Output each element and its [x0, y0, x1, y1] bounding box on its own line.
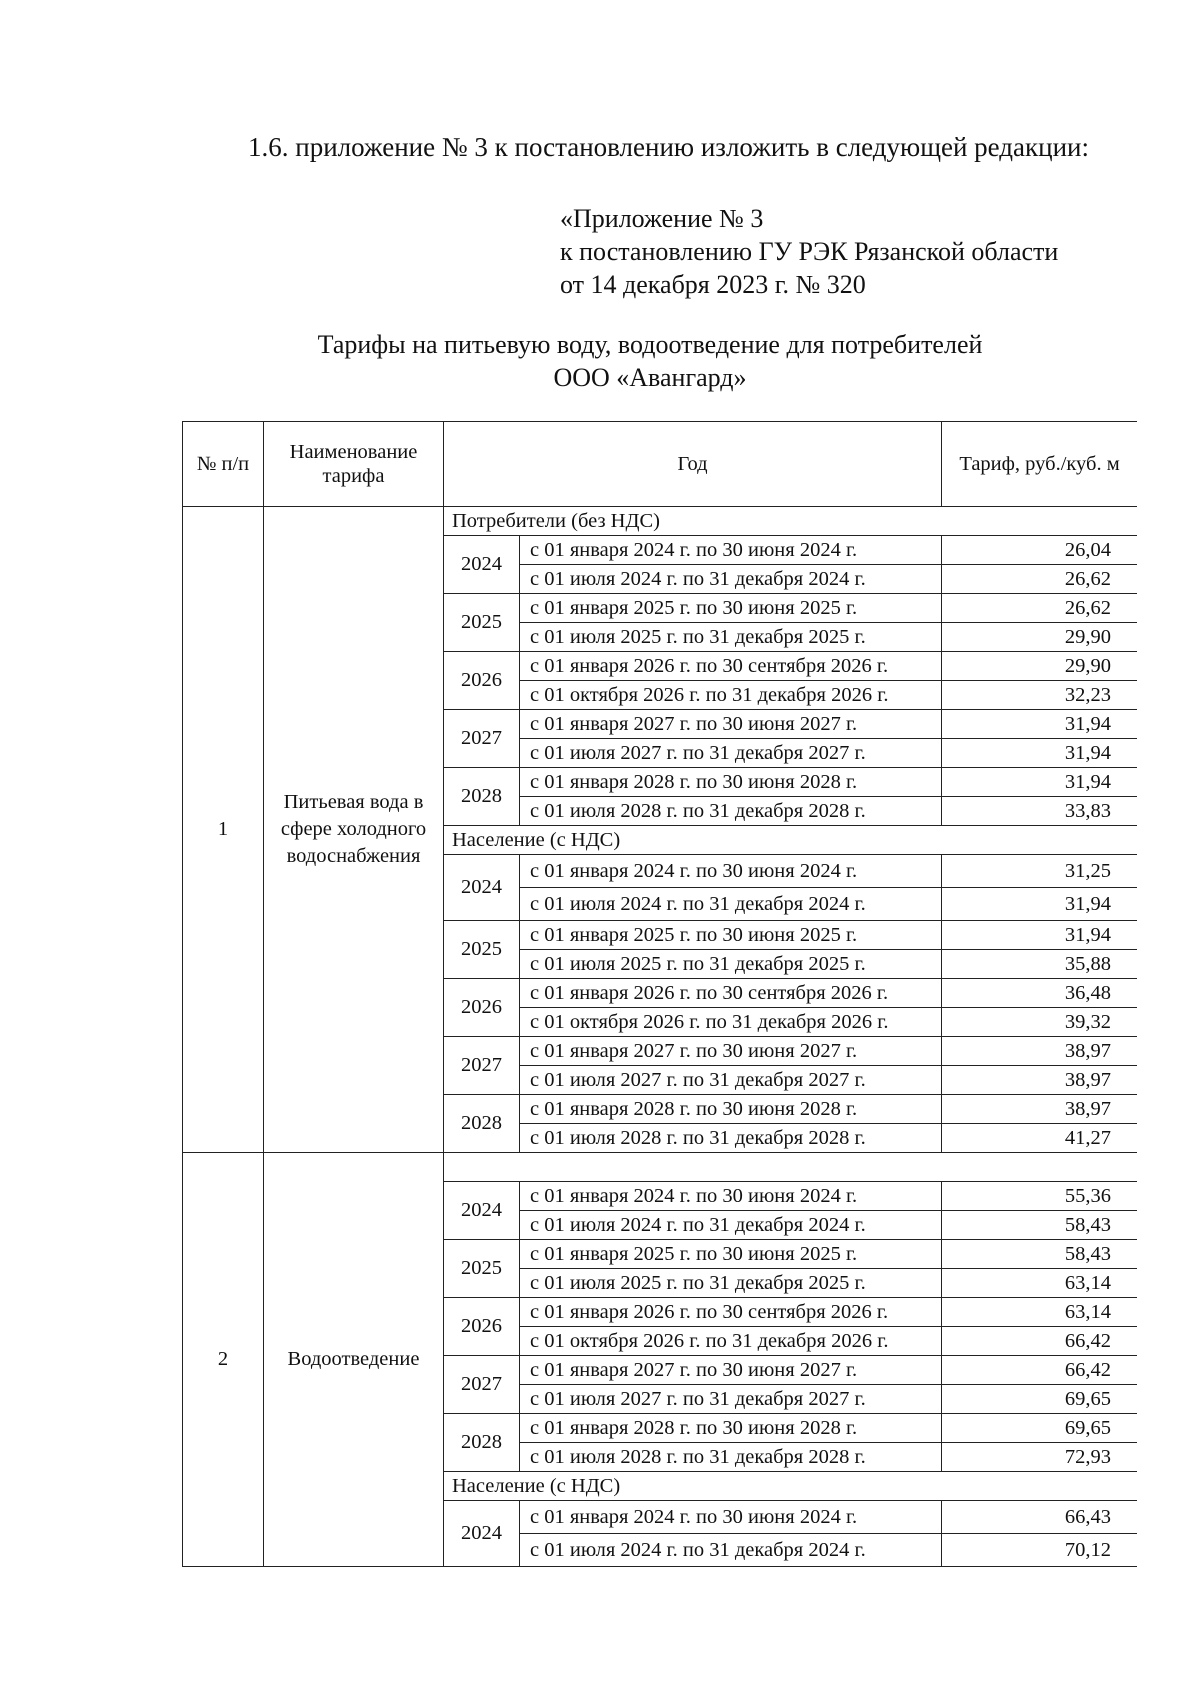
period-cell: с 01 июля 2024 г. по 31 декабря 2024 г. [520, 565, 942, 594]
intro-paragraph: 1.6. приложение № 3 к постановлению изложить в следующей редакции: [248, 132, 1089, 162]
group-name: Водоотведение [264, 1153, 444, 1567]
table-header-row [183, 422, 1138, 507]
tariff-cell: 58,43 [942, 1211, 1137, 1240]
tariff-cell: 70,12 [942, 1534, 1137, 1567]
period-cell: с 01 июля 2025 г. по 31 декабря 2025 г. [520, 1269, 942, 1298]
period-cell: с 01 января 2024 г. по 30 июня 2024 г. [520, 1182, 942, 1211]
tariff-cell: 63,14 [942, 1298, 1137, 1327]
blank-category-row [183, 1153, 1138, 1182]
tariff-cell: 69,65 [942, 1414, 1137, 1443]
category-row [183, 507, 1138, 536]
period-cell: с 01 января 2028 г. по 30 июня 2028 г. [520, 1095, 942, 1124]
group-number: 2 [183, 1153, 264, 1567]
tariff-cell: 31,94 [942, 768, 1137, 797]
year-cell: 2027 [444, 1037, 520, 1095]
year-cell: 2027 [444, 1356, 520, 1414]
period-cell: с 01 июля 2024 г. по 31 декабря 2024 г. [520, 888, 942, 921]
document-title [180, 328, 1120, 394]
period-cell: с 01 июля 2028 г. по 31 декабря 2028 г. [520, 797, 942, 826]
period-cell: с 01 января 2025 г. по 30 июня 2025 г. [520, 921, 942, 950]
year-cell: 2024 [444, 855, 520, 921]
tariff-cell: 41,27 [942, 1124, 1137, 1153]
tariff-cell: 39,32 [942, 1008, 1137, 1037]
year-cell: 2025 [444, 594, 520, 652]
tariff-table [182, 421, 1137, 1567]
period-cell: с 01 октября 2026 г. по 31 декабря 2026 г. [520, 1008, 942, 1037]
period-cell: с 01 октября 2026 г. по 31 декабря 2026 г. [520, 681, 942, 710]
period-cell: с 01 января 2024 г. по 30 июня 2024 г. [520, 1501, 942, 1534]
year-cell: 2024 [444, 1501, 520, 1567]
period-cell: с 01 января 2024 г. по 30 июня 2024 г. [520, 536, 942, 565]
period-cell: с 01 июля 2027 г. по 31 декабря 2027 г. [520, 1066, 942, 1095]
period-cell: с 01 января 2027 г. по 30 июня 2027 г. [520, 1356, 942, 1385]
period-cell: с 01 января 2026 г. по 30 сентября 2026 г. [520, 652, 942, 681]
tariff-cell: 33,83 [942, 797, 1137, 826]
appendix-line-3: от 14 декабря 2023 г. № 320 [560, 270, 866, 299]
tariff-cell: 31,25 [942, 855, 1137, 888]
period-cell: с 01 января 2025 г. по 30 июня 2025 г. [520, 594, 942, 623]
year-cell: 2026 [444, 1298, 520, 1356]
period-cell: с 01 июля 2024 г. по 31 декабря 2024 г. [520, 1534, 942, 1567]
tariff-cell: 29,90 [942, 623, 1137, 652]
period-cell: с 01 января 2028 г. по 30 июня 2028 г. [520, 1414, 942, 1443]
category-label: Население (с НДС) [444, 1472, 1138, 1501]
tariff-cell: 31,94 [942, 739, 1137, 768]
appendix-line-1: «Приложение № 3 [560, 204, 764, 233]
year-cell: 2025 [444, 1240, 520, 1298]
year-cell: 2024 [444, 536, 520, 594]
period-cell: с 01 июля 2028 г. по 31 декабря 2028 г. [520, 1124, 942, 1153]
year-cell: 2026 [444, 652, 520, 710]
tariff-cell: 72,93 [942, 1443, 1137, 1472]
header-tariff: Тариф, руб./куб. м [942, 422, 1137, 507]
tariff-cell: 36,48 [942, 979, 1137, 1008]
tariff-cell: 66,43 [942, 1501, 1137, 1534]
tariff-cell: 38,97 [942, 1037, 1137, 1066]
period-cell: с 01 января 2024 г. по 30 июня 2024 г. [520, 855, 942, 888]
tariff-table-wrapper [182, 421, 1137, 1701]
tariff-cell: 38,97 [942, 1066, 1137, 1095]
group-number: 1 [183, 507, 264, 1153]
period-cell: с 01 января 2028 г. по 30 июня 2028 г. [520, 768, 942, 797]
appendix-line-2: к постановлению ГУ РЭК Рязанской области [560, 237, 1059, 266]
year-cell: 2025 [444, 921, 520, 979]
tariff-cell: 66,42 [942, 1356, 1137, 1385]
year-cell: 2028 [444, 1095, 520, 1153]
tariff-cell: 31,94 [942, 921, 1137, 950]
tariff-cell: 26,62 [942, 594, 1137, 623]
table-body [183, 507, 1138, 1567]
tariff-cell: 29,90 [942, 652, 1137, 681]
tariff-cell: 69,65 [942, 1385, 1137, 1414]
header-year: Год [444, 422, 942, 507]
year-cell: 2024 [444, 1182, 520, 1240]
category-label: Потребители (без НДС) [444, 507, 1138, 536]
tariff-cell: 55,36 [942, 1182, 1137, 1211]
year-cell: 2028 [444, 768, 520, 826]
category-label [444, 1153, 1138, 1182]
header-name: Наименование тарифа [264, 422, 444, 507]
tariff-cell: 31,94 [942, 888, 1137, 921]
tariff-cell: 63,14 [942, 1269, 1137, 1298]
header-num: № п/п [183, 422, 264, 507]
year-cell: 2027 [444, 710, 520, 768]
period-cell: с 01 января 2025 г. по 30 июня 2025 г. [520, 1240, 942, 1269]
tariff-cell: 38,97 [942, 1095, 1137, 1124]
period-cell: с 01 июля 2024 г. по 31 декабря 2024 г. [520, 1211, 942, 1240]
tariff-cell: 35,88 [942, 950, 1137, 979]
title-line-2: ООО «Авангард» [553, 363, 747, 392]
tariff-cell: 26,04 [942, 536, 1137, 565]
appendix-reference [560, 202, 1058, 301]
period-cell: с 01 июля 2027 г. по 31 декабря 2027 г. [520, 739, 942, 768]
period-cell: с 01 июля 2028 г. по 31 декабря 2028 г. [520, 1443, 942, 1472]
period-cell: с 01 января 2027 г. по 30 июня 2027 г. [520, 1037, 942, 1066]
title-line-1: Тарифы на питьевую воду, водоотведение для потребителей [317, 330, 983, 359]
category-label: Население (с НДС) [444, 826, 1138, 855]
period-cell: с 01 июля 2027 г. по 31 декабря 2027 г. [520, 1385, 942, 1414]
period-cell: с 01 января 2027 г. по 30 июня 2027 г. [520, 710, 942, 739]
tariff-cell: 26,62 [942, 565, 1137, 594]
period-cell: с 01 января 2026 г. по 30 сентября 2026 г. [520, 1298, 942, 1327]
period-cell: с 01 июля 2025 г. по 31 декабря 2025 г. [520, 623, 942, 652]
tariff-cell: 66,42 [942, 1327, 1137, 1356]
year-cell: 2026 [444, 979, 520, 1037]
tariff-cell: 31,94 [942, 710, 1137, 739]
period-cell: с 01 октября 2026 г. по 31 декабря 2026 г. [520, 1327, 942, 1356]
tariff-cell: 58,43 [942, 1240, 1137, 1269]
period-cell: с 01 июля 2025 г. по 31 декабря 2025 г. [520, 950, 942, 979]
period-cell: с 01 января 2026 г. по 30 сентября 2026 г. [520, 979, 942, 1008]
year-cell: 2028 [444, 1414, 520, 1472]
group-name: Питьевая вода в сфере холодного водоснабжения [264, 507, 444, 1153]
tariff-cell: 32,23 [942, 681, 1137, 710]
